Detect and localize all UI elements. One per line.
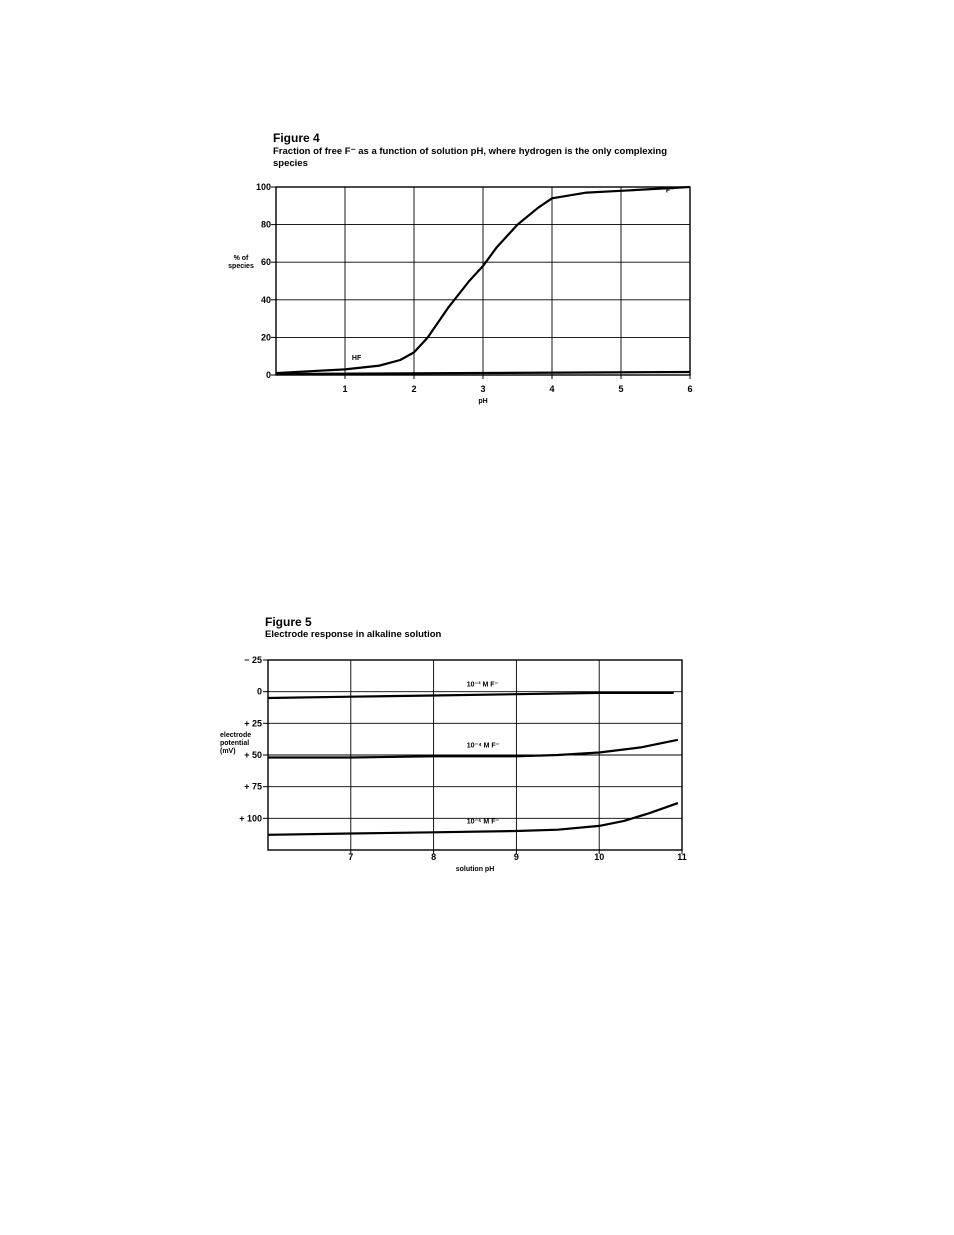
series-line-1 [268, 693, 674, 698]
x-tick-label: 1 [342, 384, 348, 394]
y-tick-label: 100 [255, 182, 271, 192]
figure-4-caption: Fraction of free F⁻ as a function of solution pH, where hydrogen is the only complexing species [273, 146, 668, 169]
y-tick-label: 20 [260, 332, 271, 343]
series-label-1: 10⁻³ M F⁻ [466, 681, 499, 689]
annotation-pH-F: F⁻ [665, 187, 674, 195]
y-tick-label: + 25 [244, 718, 262, 729]
y-tick-label: + 75 [244, 781, 262, 792]
y-tick-label: 0 [265, 370, 271, 380]
x-tick-label: 7 [348, 852, 354, 862]
y-axis-label-line: species [228, 263, 254, 270]
series-label-2: 10⁻⁴ M F⁻ [466, 742, 500, 750]
figure-5-caption: Electrode response in alkaline solution [265, 629, 442, 640]
y-axis-label-line: (mV) [220, 748, 236, 755]
y-tick-label: 80 [260, 219, 271, 230]
x-tick-label: 11 [677, 852, 687, 862]
y-tick-label: 60 [260, 257, 271, 268]
annotation-pH-HF: HF [351, 354, 362, 362]
x-tick-label: 9 [513, 852, 519, 862]
y-axis-label-line: electrode [220, 732, 252, 739]
y-tick-label: 40 [260, 294, 271, 305]
y-axis-label-line: % of [233, 255, 249, 262]
y-tick-label: − 25 [244, 655, 262, 665]
figure-4-label: Figure 4 [273, 131, 320, 145]
x-tick-label: 8 [431, 852, 437, 862]
series-label-3: 10⁻⁵ M F⁻ [466, 818, 500, 826]
zero-baseline [276, 372, 690, 374]
x-tick-label: 6 [687, 384, 693, 394]
x-tick-label: 5 [618, 384, 624, 394]
x-tick-label: 4 [549, 384, 555, 394]
y-axis-label-line: potential [220, 740, 250, 747]
x-axis-label: pH [478, 398, 488, 405]
figure-5-label: Figure 5 [265, 615, 312, 629]
y-tick-label: 0 [256, 686, 262, 697]
x-tick-label: 2 [411, 384, 417, 394]
y-tick-label: + 100 [239, 813, 262, 824]
x-tick-label: 10 [594, 852, 605, 862]
x-tick-label: 3 [480, 384, 486, 394]
y-tick-label: + 50 [244, 750, 262, 760]
x-axis-label: solution pH [455, 866, 495, 873]
